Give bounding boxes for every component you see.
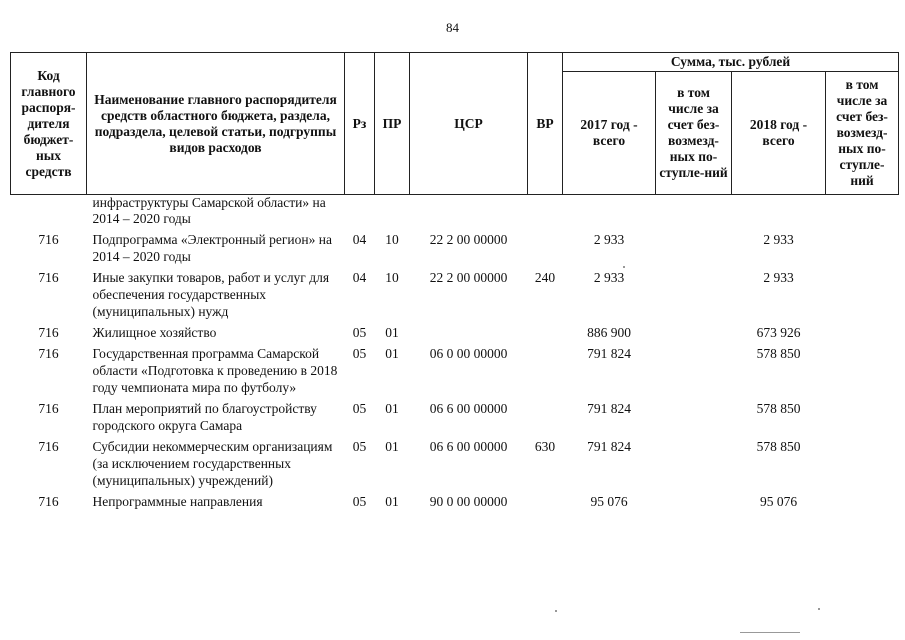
- cell-pr: [375, 195, 410, 230]
- cell-2017-free: [656, 195, 732, 230]
- cell-2018-total: 2 933: [763, 270, 794, 285]
- header-code: Код главного распоря-дителя бюджет-ных средств: [11, 53, 87, 195]
- cell-csr: 06 6 00 00000: [429, 401, 508, 416]
- cell-code: 716: [38, 325, 59, 340]
- cell-vr: [528, 229, 563, 267]
- header-csr: ЦСР: [410, 53, 528, 195]
- cell-2018-total: 2 933: [763, 232, 794, 247]
- header-2017-total: 2017 год - всего: [563, 72, 656, 195]
- scan-line: [740, 632, 800, 633]
- header-2018-total: 2018 год - всего: [732, 72, 826, 195]
- cell-vr: [528, 343, 563, 398]
- table-row: [11, 491, 899, 512]
- cell-name: Субсидии некоммерческим организациям (за исключением государственных (муниципальных) учреждений): [92, 439, 333, 488]
- cell-csr: 06 0 00 00000: [429, 346, 508, 361]
- cell-name: Иные закупки товаров, работ и услуг для обеспечения государственных (муниципальных) нужд: [92, 270, 330, 319]
- header-pr: ПР: [375, 53, 410, 195]
- cell-2018-total: [732, 195, 826, 230]
- cell-csr: 06 6 00 00000: [429, 439, 508, 454]
- table-row: [11, 398, 899, 436]
- cell-2017-free: [656, 436, 732, 491]
- cell-2018-total: 578 850: [756, 346, 801, 361]
- cell-code: 716: [38, 439, 59, 454]
- cell-vr: [528, 398, 563, 436]
- cell-2017-free: [656, 267, 732, 322]
- table-row: [11, 436, 899, 491]
- cell-rz: 05: [352, 346, 367, 361]
- cell-2017-total: 2 933: [593, 232, 625, 247]
- cell-2018-total: 578 850: [756, 439, 801, 454]
- cell-rz: 05: [352, 494, 367, 509]
- cell-code: 716: [38, 401, 59, 416]
- table-row: [11, 229, 899, 267]
- table-row: [11, 267, 899, 322]
- cell-2017-total: 791 824: [587, 346, 631, 361]
- cell-code: 716: [38, 270, 59, 285]
- cell-name: Государственная программа Самарской области «Подготовка к проведению в 2018 году чемпионата мира по футболу»: [92, 346, 338, 395]
- cell-code: 716: [38, 232, 59, 247]
- cell-pr: 10: [385, 232, 399, 247]
- cell-2017-total: 886 900: [587, 325, 631, 340]
- cell-2017-free: [656, 491, 732, 512]
- cell-2017-total: 791 824: [587, 439, 631, 454]
- header-2018-free: в том числе за счет без-возмезд-ных по-ступле-ний: [826, 72, 899, 195]
- header-2017-free: в том числе за счет без-возмезд-ных по-ступле-ний: [656, 72, 732, 195]
- table-body: [11, 195, 899, 513]
- cell-csr: [410, 322, 528, 343]
- cell-name: инфраструктуры Самарской области» на 2014 – 2020 годы: [92, 195, 326, 226]
- cell-name: Подпрограмма «Электронный регион» на 2014 – 2020 годы: [92, 232, 332, 264]
- cell-2018-total: 95 076: [759, 494, 798, 509]
- cell-2018-free: [826, 398, 899, 436]
- cell-pr: 01: [385, 325, 399, 340]
- cell-rz: 04: [352, 270, 367, 285]
- header-name: Наименование главного распорядителя средств областного бюджета, раздела, подраздела, целевой статьи, подгруппы видов расходов: [87, 53, 345, 195]
- cell-pr: 01: [385, 494, 399, 509]
- cell-rz: 05: [352, 325, 367, 340]
- cell-rz: 05: [352, 401, 367, 416]
- cell-2018-total: 673 926: [756, 325, 801, 340]
- cell-rz: 04: [352, 232, 367, 247]
- cell-2017-total: 2 933: [593, 270, 625, 285]
- cell-code: [11, 195, 87, 230]
- cell-2018-free: [826, 229, 899, 267]
- header-vr: ВР: [528, 53, 563, 195]
- cell-2017-total: 95 076: [590, 494, 628, 509]
- cell-rz: [345, 195, 375, 230]
- table-row: [11, 195, 899, 230]
- header-rz: Рз: [345, 53, 375, 195]
- cell-2017-free: [656, 322, 732, 343]
- cell-2017-free: [656, 229, 732, 267]
- cell-name: Непрограммные направления: [92, 494, 263, 509]
- cell-vr: [528, 322, 563, 343]
- table-row: [11, 343, 899, 398]
- cell-name: План мероприятий по благоустройству городского округа Самара: [92, 401, 317, 433]
- cell-2018-free: [826, 267, 899, 322]
- cell-pr: 01: [385, 346, 399, 361]
- cell-2017-total: 791 824: [587, 401, 631, 416]
- cell-code: 716: [38, 346, 59, 361]
- cell-csr: 90 0 00 00000: [429, 494, 508, 509]
- cell-csr: 22 2 00 00000: [429, 232, 508, 247]
- scan-dot: [623, 266, 625, 268]
- cell-2017-total: [563, 195, 656, 230]
- table-row: [11, 322, 899, 343]
- cell-vr: 630: [534, 439, 556, 454]
- cell-2018-free: [826, 322, 899, 343]
- cell-rz: 05: [352, 439, 367, 454]
- cell-pr: 10: [385, 270, 399, 285]
- cell-csr: [410, 195, 528, 230]
- cell-2018-free: [826, 195, 899, 230]
- cell-pr: 01: [385, 439, 399, 454]
- cell-csr: 22 2 00 00000: [429, 270, 508, 285]
- cell-code: 716: [38, 494, 59, 509]
- scan-dot: [818, 608, 820, 610]
- cell-pr: 01: [385, 401, 399, 416]
- page-number: 84: [446, 20, 459, 35]
- cell-2018-free: [826, 491, 899, 512]
- cell-vr: [528, 491, 563, 512]
- budget-table: [10, 52, 899, 512]
- cell-vr: [528, 195, 563, 230]
- cell-2017-free: [656, 343, 732, 398]
- table-header: [11, 53, 899, 195]
- header-sum: Сумма, тыс. рублей: [563, 53, 899, 72]
- cell-2018-free: [826, 343, 899, 398]
- scan-dot: [555, 610, 557, 612]
- cell-2018-free: [826, 436, 899, 491]
- cell-2018-total: 578 850: [756, 401, 801, 416]
- cell-name: Жилищное хозяйство: [92, 325, 217, 340]
- cell-2017-free: [656, 398, 732, 436]
- cell-vr: 240: [534, 270, 556, 285]
